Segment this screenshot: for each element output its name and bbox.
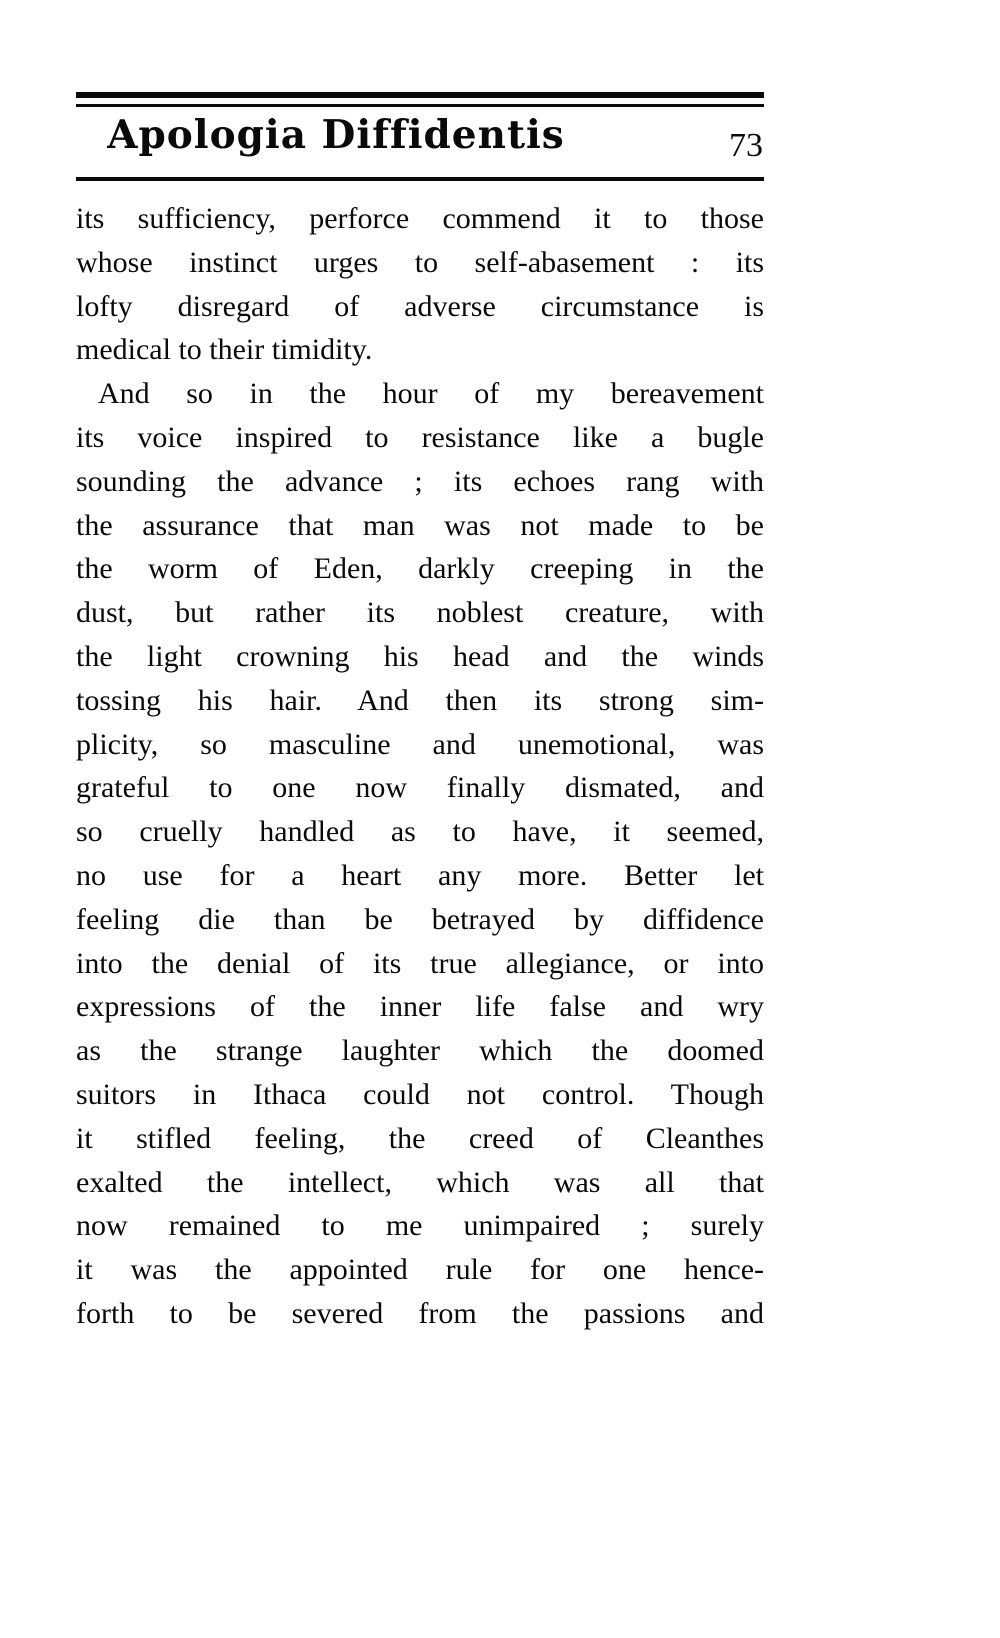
text-line: no use for a heart any more. Better let (76, 858, 764, 892)
header-double-rule-bottom (76, 104, 764, 107)
header-double-rule-top (76, 92, 764, 98)
text-line: its sufficiency, perforce commend it to those (76, 202, 764, 235)
text-line: grateful to one now finally dismated, and (76, 771, 764, 805)
text-line: medical to their timidity. (76, 333, 373, 367)
text-line: And so in the hour of my bereavement (98, 377, 764, 411)
text-line: so cruelly handled as to have, it seemed, (76, 815, 764, 849)
text-line: expressions of the inner life false and wry (76, 990, 764, 1024)
text-line: into the denial of its true allegiance, or into (76, 946, 764, 980)
text-line: dust, but rather its noblest creature, with (76, 596, 764, 630)
text-line: whose instinct urges to self-abasement : its (76, 245, 764, 279)
text-line: now remained to me unimpaired ; surely (76, 1209, 764, 1243)
text-line: exalted the intellect, which was all that (76, 1165, 764, 1199)
text-line: the light crowning his head and the winds (76, 639, 764, 673)
text-line: the assurance that man was not made to be (76, 508, 764, 542)
text-line: suitors in Ithaca could not control. Though (76, 1077, 764, 1111)
text-line: its voice inspired to resistance like a bugle (76, 420, 764, 454)
text-line: it stifled feeling, the creed of Cleanthes (76, 1121, 764, 1155)
text-line: forth to be severed from the passions and (76, 1296, 764, 1330)
text-line: sounding the advance ; its echoes rang with (76, 464, 764, 498)
text-line: the worm of Eden, darkly creeping in the (76, 552, 764, 586)
running-header-title: Apologia Diffidentis (107, 112, 565, 158)
text-line: tossing his hair. And then its strong sim- (76, 683, 764, 717)
header-underline-rule (76, 177, 764, 181)
page-number: 73 (729, 127, 763, 164)
text-line: as the strange laughter which the doomed (76, 1034, 764, 1068)
text-line: lofty disregard of adverse circumstance is (76, 289, 764, 323)
text-line: it was the appointed rule for one hence- (76, 1253, 764, 1287)
text-line: plicity, so masculine and unemotional, was (76, 727, 764, 761)
body-text (76, 197, 764, 1336)
text-line: feeling die than be betrayed by diffidence (76, 902, 764, 936)
